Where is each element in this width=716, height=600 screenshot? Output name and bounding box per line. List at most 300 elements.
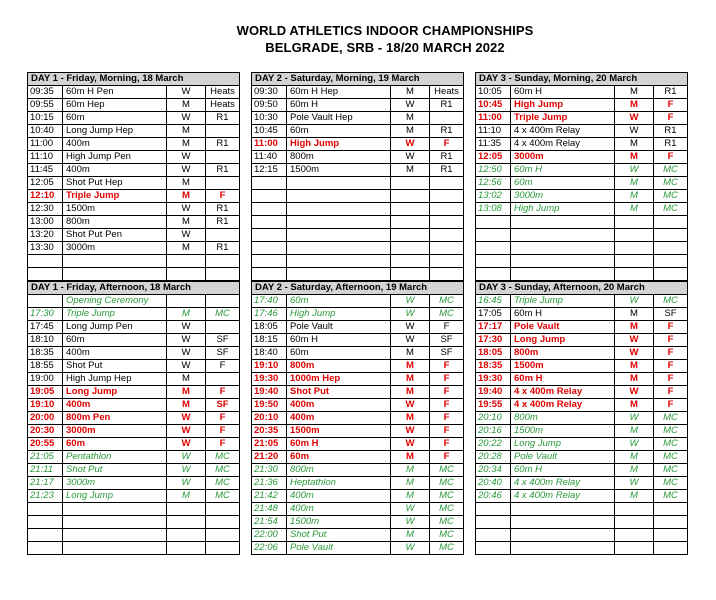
event-gender: W	[167, 477, 206, 490]
event-name	[287, 203, 391, 216]
event-round: MC	[654, 190, 688, 203]
event-time: 21:30	[252, 464, 287, 477]
table-row	[252, 451, 464, 464]
table-row	[252, 99, 464, 112]
event-name	[511, 503, 615, 516]
event-gender: M	[391, 373, 430, 386]
event-time: 21:54	[252, 516, 287, 529]
event-round	[654, 255, 688, 268]
event-round: SF	[206, 347, 240, 360]
session-header: DAY 2 - Saturday, Morning, 19 March	[252, 73, 464, 86]
table-row	[252, 295, 464, 308]
event-name: 60m Hep	[63, 99, 167, 112]
event-name	[511, 268, 615, 281]
table-row	[476, 86, 688, 99]
event-name: 800m	[287, 360, 391, 373]
event-round	[430, 190, 464, 203]
event-round: MC	[430, 529, 464, 542]
event-name: 60m	[63, 334, 167, 347]
table-row	[476, 268, 688, 281]
event-time	[28, 295, 63, 308]
event-name: 400m	[63, 164, 167, 177]
event-name: Long Jump	[511, 438, 615, 451]
event-name: 60m H Pen	[63, 86, 167, 99]
event-time	[476, 255, 511, 268]
event-gender	[615, 216, 654, 229]
table-row	[252, 229, 464, 242]
event-round	[206, 503, 240, 516]
event-name: 4 x 400m Relay	[511, 399, 615, 412]
event-gender	[167, 268, 206, 281]
table-row	[476, 255, 688, 268]
table-row	[28, 268, 240, 281]
event-gender: W	[391, 321, 430, 334]
table-row	[252, 125, 464, 138]
event-time: 20:28	[476, 451, 511, 464]
event-round: MC	[206, 477, 240, 490]
event-name: 400m	[287, 412, 391, 425]
event-time: 20:46	[476, 490, 511, 503]
event-name: Pentathlon	[63, 451, 167, 464]
table-row	[252, 386, 464, 399]
table-row	[476, 425, 688, 438]
event-round: F	[654, 321, 688, 334]
event-time	[28, 516, 63, 529]
event-round: MC	[654, 464, 688, 477]
event-name	[63, 503, 167, 516]
event-round	[430, 255, 464, 268]
event-name: Shot Put Pen	[63, 229, 167, 242]
session-table	[27, 281, 240, 555]
event-time: 12:10	[28, 190, 63, 203]
event-round: R1	[206, 203, 240, 216]
event-round: SF	[206, 399, 240, 412]
table-row	[28, 190, 240, 203]
event-gender	[391, 229, 430, 242]
event-time: 13:30	[28, 242, 63, 255]
event-name: 400m	[63, 347, 167, 360]
event-time: 13:20	[28, 229, 63, 242]
table-row	[252, 464, 464, 477]
page-subtitle: BELGRADE, SRB - 18/20 MARCH 2022	[265, 40, 505, 55]
event-name: 60m H	[511, 464, 615, 477]
event-time: 17:45	[28, 321, 63, 334]
event-round: F	[430, 138, 464, 151]
event-round: R1	[430, 99, 464, 112]
event-time: 18:10	[28, 334, 63, 347]
table-row	[252, 347, 464, 360]
event-gender: W	[167, 451, 206, 464]
table-row	[28, 516, 240, 529]
event-name	[63, 529, 167, 542]
event-name: 1500m	[287, 516, 391, 529]
event-round: MC	[654, 477, 688, 490]
event-gender: M	[615, 138, 654, 151]
event-time: 20:55	[28, 438, 63, 451]
event-gender: W	[167, 412, 206, 425]
event-name: 60m H	[511, 308, 615, 321]
event-time: 11:35	[476, 138, 511, 151]
event-time: 10:40	[28, 125, 63, 138]
event-name: Triple Jump	[511, 295, 615, 308]
table-row	[28, 151, 240, 164]
event-time: 20:10	[252, 412, 287, 425]
event-name: Long Jump	[511, 334, 615, 347]
event-round: R1	[430, 164, 464, 177]
event-time	[28, 268, 63, 281]
event-time: 11:00	[28, 138, 63, 151]
event-round	[430, 268, 464, 281]
event-round	[654, 516, 688, 529]
event-round: Heats	[206, 86, 240, 99]
event-gender: M	[615, 360, 654, 373]
event-round: F	[654, 360, 688, 373]
event-gender: W	[167, 203, 206, 216]
event-round: R1	[206, 112, 240, 125]
event-round: R1	[654, 125, 688, 138]
event-gender: W	[615, 386, 654, 399]
session-header: DAY 1 - Friday, Afternoon, 18 March	[28, 282, 240, 295]
event-gender: W	[391, 425, 430, 438]
event-time	[476, 516, 511, 529]
event-name: 400m	[287, 399, 391, 412]
event-gender: M	[167, 99, 206, 112]
event-gender	[167, 255, 206, 268]
event-name	[63, 268, 167, 281]
event-name: 1500m	[511, 360, 615, 373]
event-time: 20:35	[252, 425, 287, 438]
event-round: R1	[206, 216, 240, 229]
event-name: Long Jump Pen	[63, 321, 167, 334]
event-name	[511, 229, 615, 242]
table-row	[476, 386, 688, 399]
event-name: Shot Put Hep	[63, 177, 167, 190]
event-round: R1	[654, 138, 688, 151]
event-round	[430, 112, 464, 125]
table-row	[28, 412, 240, 425]
table-row	[28, 216, 240, 229]
event-time	[476, 503, 511, 516]
event-round	[430, 216, 464, 229]
event-round: MC	[206, 464, 240, 477]
event-gender: M	[615, 490, 654, 503]
event-gender: M	[391, 164, 430, 177]
table-row	[252, 268, 464, 281]
event-gender: W	[615, 438, 654, 451]
event-name: 1500m	[287, 164, 391, 177]
event-gender: M	[391, 464, 430, 477]
event-round	[654, 242, 688, 255]
event-name: High Jump	[287, 138, 391, 151]
table-row	[476, 516, 688, 529]
event-name: High Jump Pen	[63, 151, 167, 164]
event-name: 400m	[63, 138, 167, 151]
event-round: F	[654, 399, 688, 412]
event-round: R1	[206, 138, 240, 151]
event-time: 21:05	[28, 451, 63, 464]
table-row	[28, 373, 240, 386]
event-time: 21:48	[252, 503, 287, 516]
event-time: 19:50	[252, 399, 287, 412]
event-time: 11:10	[28, 151, 63, 164]
event-name: 4 x 400m Relay	[511, 490, 615, 503]
event-gender: W	[391, 138, 430, 151]
event-round: MC	[206, 308, 240, 321]
table-row	[476, 112, 688, 125]
event-round	[206, 542, 240, 555]
event-gender: M	[391, 386, 430, 399]
event-gender: M	[615, 425, 654, 438]
event-name: 800m	[511, 412, 615, 425]
event-gender	[391, 203, 430, 216]
event-time: 21:05	[252, 438, 287, 451]
event-name: 400m	[287, 490, 391, 503]
event-round: F	[206, 360, 240, 373]
event-time	[476, 542, 511, 555]
table-row	[252, 516, 464, 529]
event-name: Shot Put	[63, 360, 167, 373]
table-row	[476, 529, 688, 542]
event-round: F	[430, 386, 464, 399]
event-name: 60m	[287, 451, 391, 464]
table-row	[28, 138, 240, 151]
event-round: F	[430, 373, 464, 386]
event-name: 60m H	[511, 164, 615, 177]
event-round: F	[654, 347, 688, 360]
event-gender: M	[391, 347, 430, 360]
event-round: F	[430, 425, 464, 438]
event-round: MC	[430, 516, 464, 529]
event-round: R1	[430, 125, 464, 138]
event-time: 20:00	[28, 412, 63, 425]
event-round: MC	[654, 295, 688, 308]
event-gender: W	[391, 295, 430, 308]
table-row	[252, 203, 464, 216]
event-name: 1500m	[287, 425, 391, 438]
event-gender	[391, 216, 430, 229]
event-name: Pole Vault	[511, 321, 615, 334]
event-time: 21:11	[28, 464, 63, 477]
event-gender: W	[615, 164, 654, 177]
event-time	[476, 268, 511, 281]
table-row	[28, 360, 240, 373]
event-round	[206, 125, 240, 138]
event-time: 21:23	[28, 490, 63, 503]
event-gender: W	[615, 125, 654, 138]
table-row	[476, 321, 688, 334]
event-time	[252, 255, 287, 268]
event-name	[287, 190, 391, 203]
event-gender	[391, 177, 430, 190]
session-table	[27, 72, 240, 281]
event-time: 11:00	[252, 138, 287, 151]
event-gender	[167, 529, 206, 542]
event-time	[252, 216, 287, 229]
event-time: 18:05	[252, 321, 287, 334]
event-round: F	[430, 321, 464, 334]
event-round: SF	[430, 334, 464, 347]
event-gender: M	[615, 203, 654, 216]
event-time	[252, 177, 287, 190]
event-name: 60m H	[287, 99, 391, 112]
event-name: 60m H	[511, 373, 615, 386]
event-time: 20:22	[476, 438, 511, 451]
event-gender: M	[167, 138, 206, 151]
table-row	[252, 425, 464, 438]
event-time: 21:17	[28, 477, 63, 490]
event-round	[206, 268, 240, 281]
table-row	[476, 438, 688, 451]
event-name: 60m	[287, 295, 391, 308]
event-time: 12:05	[28, 177, 63, 190]
table-row	[28, 451, 240, 464]
event-time: 09:30	[252, 86, 287, 99]
event-round	[654, 542, 688, 555]
event-time: 11:10	[476, 125, 511, 138]
table-row	[28, 438, 240, 451]
event-name: Pole Vault Hep	[287, 112, 391, 125]
table-row	[252, 490, 464, 503]
table-row	[28, 229, 240, 242]
table-row	[252, 177, 464, 190]
event-time: 17:30	[476, 334, 511, 347]
event-name: 4 x 400m Relay	[511, 125, 615, 138]
event-name: Shot Put	[63, 464, 167, 477]
table-row	[28, 399, 240, 412]
event-round: MC	[430, 503, 464, 516]
table-row	[252, 438, 464, 451]
event-time: 20:40	[476, 477, 511, 490]
event-name: Shot Put	[287, 529, 391, 542]
event-name: 3000m	[511, 190, 615, 203]
event-gender	[391, 268, 430, 281]
event-round: R1	[206, 164, 240, 177]
event-name: 60m H Hep	[287, 86, 391, 99]
event-name: Triple Jump	[511, 112, 615, 125]
event-name	[287, 242, 391, 255]
event-time: 20:34	[476, 464, 511, 477]
event-gender: M	[167, 386, 206, 399]
session-header: DAY 3 - Sunday, Morning, 20 March	[476, 73, 688, 86]
event-time	[252, 242, 287, 255]
table-row	[28, 529, 240, 542]
event-time	[28, 542, 63, 555]
event-round: MC	[206, 451, 240, 464]
event-gender: W	[391, 151, 430, 164]
event-name	[287, 216, 391, 229]
event-name: Long Jump	[63, 490, 167, 503]
event-round: F	[430, 399, 464, 412]
table-row	[28, 295, 240, 308]
event-name: 1500m	[63, 203, 167, 216]
event-time: 20:10	[476, 412, 511, 425]
table-row	[476, 229, 688, 242]
event-gender: W	[391, 438, 430, 451]
event-name	[287, 177, 391, 190]
event-gender: W	[391, 542, 430, 555]
event-round	[654, 268, 688, 281]
event-time: 17:17	[476, 321, 511, 334]
table-row	[28, 203, 240, 216]
table-row	[252, 190, 464, 203]
event-name: 800m	[287, 151, 391, 164]
event-time: 10:05	[476, 86, 511, 99]
event-name: 800m	[287, 464, 391, 477]
event-gender: W	[615, 112, 654, 125]
event-name: Long Jump Hep	[63, 125, 167, 138]
event-round: SF	[206, 334, 240, 347]
event-time: 19:05	[28, 386, 63, 399]
event-round	[430, 203, 464, 216]
event-time: 17:30	[28, 308, 63, 321]
event-gender: M	[167, 125, 206, 138]
event-time: 12:05	[476, 151, 511, 164]
event-round: MC	[430, 542, 464, 555]
event-round	[654, 216, 688, 229]
event-round	[654, 529, 688, 542]
event-name: 60m	[63, 438, 167, 451]
table-row	[252, 360, 464, 373]
event-name: 60m	[287, 347, 391, 360]
event-gender: M	[391, 86, 430, 99]
event-name: Pole Vault	[511, 451, 615, 464]
event-round: MC	[430, 295, 464, 308]
event-name: 1000m Hep	[287, 373, 391, 386]
event-round	[430, 177, 464, 190]
event-name: 800m Pen	[63, 412, 167, 425]
event-gender	[615, 542, 654, 555]
table-row	[252, 334, 464, 347]
table-row	[476, 99, 688, 112]
event-round: Heats	[206, 99, 240, 112]
session-header: DAY 1 - Friday, Morning, 18 March	[28, 73, 240, 86]
table-row	[252, 542, 464, 555]
event-name: High Jump	[511, 203, 615, 216]
event-round: F	[654, 99, 688, 112]
event-time: 11:40	[252, 151, 287, 164]
event-gender: W	[167, 151, 206, 164]
event-gender	[167, 542, 206, 555]
event-name: Triple Jump	[63, 190, 167, 203]
event-time	[28, 529, 63, 542]
event-gender: M	[615, 373, 654, 386]
event-time: 19:10	[252, 360, 287, 373]
event-round	[206, 373, 240, 386]
event-name: 60m H	[511, 86, 615, 99]
event-gender: M	[167, 216, 206, 229]
session-table	[251, 281, 464, 555]
table-row	[476, 203, 688, 216]
event-time: 12:50	[476, 164, 511, 177]
event-name: 60m	[511, 177, 615, 190]
event-gender: M	[391, 125, 430, 138]
event-gender: M	[391, 412, 430, 425]
table-row	[28, 112, 240, 125]
event-name: 60m H	[287, 438, 391, 451]
event-round: MC	[654, 177, 688, 190]
event-time	[252, 229, 287, 242]
event-gender: M	[615, 308, 654, 321]
page-title: WORLD ATHLETICS INDOOR CHAMPIONSHIPS	[236, 23, 534, 38]
event-gender: M	[615, 86, 654, 99]
table-row	[28, 321, 240, 334]
event-time: 19:10	[28, 399, 63, 412]
table-row	[476, 373, 688, 386]
event-round	[654, 229, 688, 242]
event-gender: W	[167, 347, 206, 360]
event-name: High Jump	[511, 99, 615, 112]
event-gender: M	[615, 399, 654, 412]
